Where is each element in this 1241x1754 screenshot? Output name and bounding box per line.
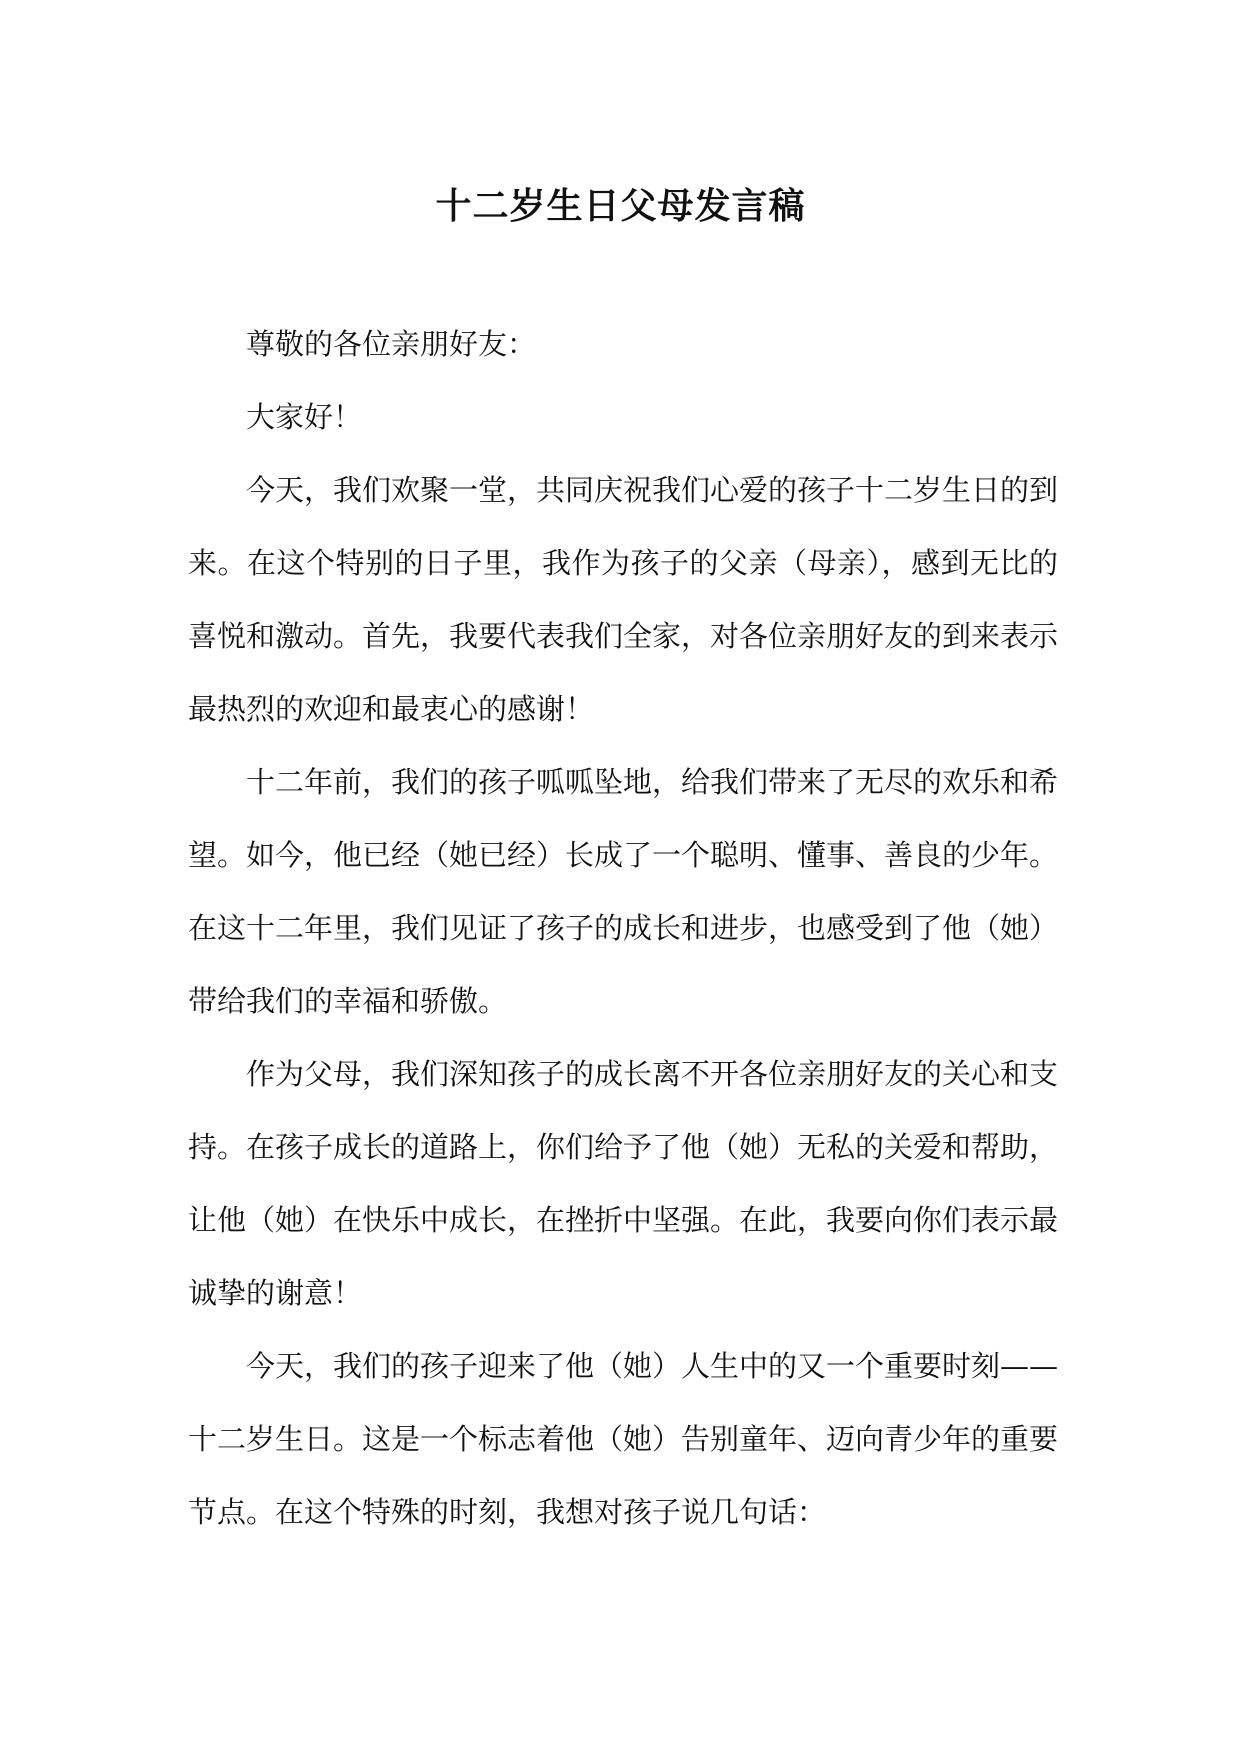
paragraph-line: 节点。在这个特殊的时刻，我想对孩子说几句话： [188,1495,827,1529]
paragraph-line: 让他（她）在快乐中成长，在挫折中坚强。在此，我要向你们表示最 [188,1203,1059,1237]
paragraph-line: 望。如今，他已经（她已经）长成了一个聪明、懂事、善良的少年。 [188,838,1059,872]
paragraph-line: 尊敬的各位亲朋好友： [246,327,537,361]
paragraph-line: 今天，我们欢聚一堂，共同庆祝我们心爱的孩子十二岁生日的到 [246,473,1059,507]
paragraph-line: 十二岁生日。这是一个标志着他（她）告别童年、迈向青少年的重要 [188,1422,1059,1456]
paragraph-welcome [188,454,1058,746]
paragraph-line: 在这十二年里，我们见证了孩子的成长和进步，也感受到了他（她） [188,911,1059,945]
paragraph-line: 持。在孩子成长的道路上，你们给予了他（她）无私的关爱和帮助， [188,1130,1059,1164]
document-title: 十二岁生日父母发言稿 [435,186,806,227]
paragraph-greeting [188,381,1058,454]
document-body [188,308,1058,1549]
paragraph-line: 今天，我们的孩子迎来了他（她）人生中的又一个重要时刻—— [246,1349,1059,1383]
paragraph-growth [188,746,1058,1038]
paragraph-salutation [188,308,1058,381]
paragraph-thanks [188,1038,1058,1330]
paragraph-line: 大家好！ [246,400,363,434]
paragraph-line: 最热烈的欢迎和最衷心的感谢！ [188,692,595,726]
paragraph-line: 十二年前，我们的孩子呱呱坠地，给我们带来了无尽的欢乐和希 [246,765,1059,799]
paragraph-line: 诚挚的谢意！ [188,1276,363,1310]
paragraph-line: 带给我们的幸福和骄傲。 [188,984,508,1018]
paragraph-line: 作为父母，我们深知孩子的成长离不开各位亲朋好友的关心和支 [246,1057,1059,1091]
paragraph-line: 来。在这个特别的日子里，我作为孩子的父亲（母亲），感到无比的 [188,546,1058,580]
paragraph-line: 喜悦和激动。首先，我要代表我们全家，对各位亲朋好友的到来表示 [188,619,1059,653]
paragraph-milestone [188,1330,1058,1549]
